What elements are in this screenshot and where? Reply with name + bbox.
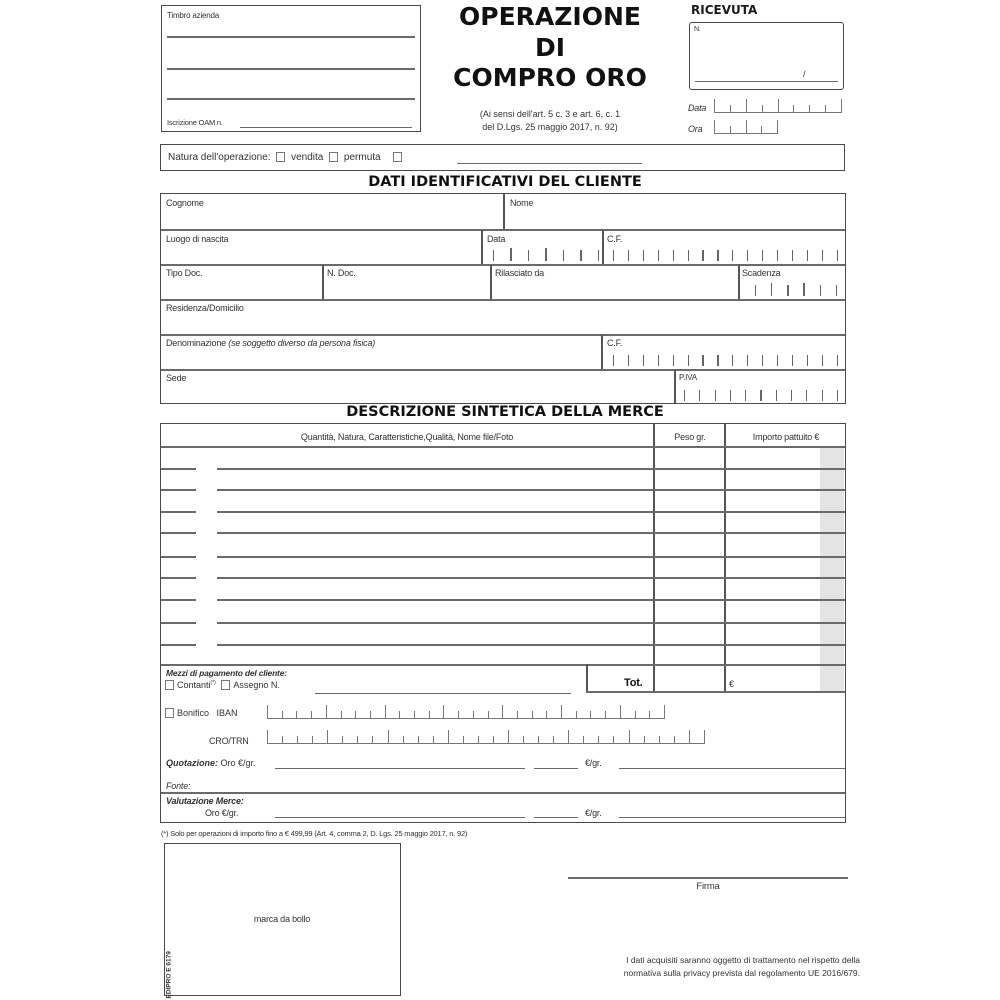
operation-nature-label: Natura dell'operazione: bbox=[168, 152, 271, 163]
tax-code-field[interactable] bbox=[613, 247, 838, 261]
vat-field[interactable] bbox=[684, 387, 838, 401]
goods-row-line[interactable] bbox=[217, 489, 845, 491]
total-label: Tot. bbox=[624, 677, 643, 689]
revenue-stamp-label: marca da bollo bbox=[253, 914, 311, 924]
legal-ref-line-1: (Ai sensi dell'art. 5 c. 3 e art. 6, c. 1 bbox=[479, 109, 621, 119]
quotation-unit: €/gr. bbox=[585, 758, 602, 768]
quotation-row bbox=[166, 758, 256, 768]
checkbox-permuta[interactable] bbox=[329, 152, 338, 162]
company-tax-code-field[interactable] bbox=[613, 352, 838, 366]
goods-row-line[interactable] bbox=[161, 511, 196, 513]
goods-col-amount: Importo pattuito € bbox=[752, 432, 820, 442]
goods-row-line[interactable] bbox=[161, 489, 196, 491]
iban-label: IBAN bbox=[216, 708, 238, 718]
total-currency: € bbox=[729, 679, 734, 689]
divider bbox=[738, 265, 740, 299]
operation-nature-row bbox=[160, 144, 845, 171]
valuation-mid-field[interactable] bbox=[534, 817, 578, 818]
client-section-title: DATI IDENTIFICATIVI DEL CLIENTE bbox=[368, 174, 642, 190]
checkbox-vendita[interactable] bbox=[276, 152, 285, 162]
doc-number-field[interactable] bbox=[324, 266, 490, 299]
goods-table bbox=[160, 423, 846, 823]
page-title-line-3: COMPRO ORO bbox=[453, 63, 647, 92]
birthplace-field[interactable] bbox=[161, 231, 481, 264]
cash-label: Contanti bbox=[177, 680, 211, 690]
birthplace-label: Luogo di nascita bbox=[166, 234, 229, 244]
quotation-mid-field[interactable] bbox=[534, 768, 578, 769]
signature-field[interactable] bbox=[568, 877, 848, 879]
stamp-label: Timbro azienda bbox=[167, 11, 220, 20]
publisher-mark: EDIPRO E 6179 bbox=[165, 951, 173, 999]
page-title-line-1: OPERAZIONE bbox=[459, 2, 641, 31]
expiry-field[interactable] bbox=[755, 282, 837, 296]
goods-row-line[interactable] bbox=[217, 468, 845, 470]
check-label: Assegno N. bbox=[233, 680, 280, 690]
company-name-field[interactable] bbox=[161, 336, 601, 369]
birthdate-field[interactable] bbox=[493, 247, 599, 261]
transfer-label: Bonifico bbox=[177, 708, 210, 718]
quotation-source-label: Fonte: bbox=[166, 781, 191, 791]
valuation-value-field[interactable] bbox=[619, 817, 845, 818]
quotation-gold-unit: Oro €/gr. bbox=[220, 758, 256, 768]
divider bbox=[601, 335, 603, 369]
expiry-label: Scadenza bbox=[742, 268, 781, 278]
operation-other-field[interactable] bbox=[457, 163, 642, 164]
checkbox-transfer[interactable] bbox=[165, 708, 174, 718]
valuation-gold-field[interactable] bbox=[275, 817, 525, 818]
iban-field[interactable] bbox=[267, 705, 665, 719]
receipt-date-field[interactable] bbox=[714, 99, 842, 113]
quotation-label: Quotazione: bbox=[166, 758, 218, 768]
checkbox-other[interactable] bbox=[393, 152, 402, 162]
divider bbox=[586, 691, 845, 693]
goods-section-title: DESCRIZIONE SINTETICA DELLA MERCE bbox=[346, 404, 664, 420]
privacy-notice-line-2: normativa sulla privacy prevista dal regolamento UE 2016/679. bbox=[623, 968, 860, 978]
registration-field[interactable] bbox=[240, 127, 412, 128]
client-data-table bbox=[160, 193, 846, 404]
residence-label: Residenza/Domicilio bbox=[166, 303, 244, 313]
cro-field[interactable] bbox=[267, 730, 705, 744]
goods-row-line[interactable] bbox=[217, 532, 845, 534]
valuation-unit: €/gr. bbox=[585, 808, 602, 818]
receipt-number-label: N. bbox=[694, 26, 701, 33]
doc-number-label: N. Doc. bbox=[327, 268, 356, 278]
option-permuta-label: permuta bbox=[343, 152, 381, 163]
valuation-gold-unit: Oro €/gr. bbox=[205, 808, 239, 818]
goods-row-line[interactable] bbox=[161, 644, 196, 646]
surname-field[interactable] bbox=[161, 194, 503, 229]
total-weight-field[interactable] bbox=[655, 666, 724, 691]
doc-type-label: Tipo Doc. bbox=[166, 268, 203, 278]
divider bbox=[161, 792, 845, 794]
goods-row-line[interactable] bbox=[161, 577, 196, 579]
goods-row-line[interactable] bbox=[217, 599, 845, 601]
cash-footnote-mark: (*) bbox=[210, 680, 216, 686]
goods-row-line[interactable] bbox=[217, 644, 845, 646]
office-field[interactable] bbox=[161, 371, 674, 403]
goods-col-weight: Peso gr. bbox=[674, 432, 706, 442]
goods-row-line[interactable] bbox=[161, 599, 196, 601]
receipt-number-box[interactable] bbox=[689, 22, 844, 90]
stamp-line-3[interactable] bbox=[167, 98, 415, 100]
goods-row-line[interactable] bbox=[217, 622, 845, 624]
payment-cash-check-row bbox=[165, 680, 280, 690]
name-label: Nome bbox=[510, 198, 534, 208]
legal-ref-line-2: del D.Lgs. 25 maggio 2017, n. 92) bbox=[482, 122, 618, 132]
tax-code-label: C.F. bbox=[607, 234, 623, 244]
stamp-line-2[interactable] bbox=[167, 68, 415, 70]
cro-label: CRO/TRN bbox=[209, 736, 249, 746]
payment-transfer-row bbox=[165, 708, 238, 718]
receipt-time-field[interactable] bbox=[714, 120, 778, 134]
total-amount-field[interactable] bbox=[726, 666, 820, 691]
receipt-time-label: Ora bbox=[688, 124, 703, 134]
goods-rows bbox=[161, 446, 845, 666]
cash-footnote: (*) Solo per operazioni di importo fino a € 499,99 (Art. 4, comma 2, D. Lgs. 25 maggio 2017, n. 92) bbox=[161, 829, 468, 838]
receipt-title: RICEVUTA bbox=[691, 3, 758, 17]
doc-type-field[interactable] bbox=[161, 266, 322, 299]
registration-label: Iscrizione OAM n. bbox=[167, 118, 223, 127]
issued-by-label: Rilasciato da bbox=[495, 268, 544, 278]
payment-title: Mezzi di pagamento del cliente: bbox=[166, 668, 287, 678]
company-name-note: (se soggetto diverso da persona fisica) bbox=[228, 338, 376, 348]
company-tax-code-label: C.F. bbox=[607, 338, 623, 348]
signature-label: Firma bbox=[696, 881, 720, 892]
goods-row-line[interactable] bbox=[161, 556, 196, 558]
issued-by-field[interactable] bbox=[492, 266, 738, 299]
privacy-notice-line-1: I dati acquisiti saranno oggetto di trattamento nel rispetto della bbox=[626, 955, 860, 965]
checkbox-check[interactable] bbox=[221, 680, 230, 690]
office-label: Sede bbox=[166, 373, 187, 383]
goods-row-line[interactable] bbox=[161, 622, 196, 624]
quotation-gold-field[interactable] bbox=[275, 768, 525, 769]
revenue-stamp-box[interactable] bbox=[164, 843, 401, 996]
page-title-line-2: DI bbox=[534, 33, 566, 62]
receipt-date-label: Data bbox=[688, 103, 707, 113]
check-number-field[interactable] bbox=[315, 693, 571, 694]
divider bbox=[602, 230, 604, 264]
divider bbox=[586, 664, 588, 691]
receipt-number-line[interactable] bbox=[695, 81, 838, 82]
divider bbox=[481, 230, 483, 264]
birthdate-label: Data bbox=[487, 234, 506, 244]
company-stamp-box bbox=[161, 5, 421, 132]
company-name-label-text: Denominazione bbox=[166, 338, 226, 348]
quotation-value-field[interactable] bbox=[619, 768, 845, 769]
goods-row-line[interactable] bbox=[217, 577, 845, 579]
option-vendita-label: vendita bbox=[291, 152, 324, 163]
vat-label: P.IVA bbox=[679, 373, 697, 382]
stamp-line-1[interactable] bbox=[167, 36, 415, 38]
divider bbox=[674, 370, 676, 403]
goods-row-line[interactable] bbox=[217, 511, 845, 513]
goods-row-line[interactable] bbox=[217, 556, 845, 558]
valuation-label: Valutazione Merce: bbox=[166, 796, 244, 806]
operation-nature-group bbox=[168, 152, 405, 163]
goods-row-line[interactable] bbox=[161, 532, 196, 534]
surname-label: Cognome bbox=[166, 198, 204, 208]
goods-col-description: Quantità, Natura, Caratteristiche,Qualità, Nome file/Foto bbox=[300, 432, 514, 442]
residence-field[interactable] bbox=[161, 301, 845, 334]
receipt-separator: / bbox=[803, 69, 806, 79]
goods-row-line[interactable] bbox=[161, 468, 196, 470]
name-field[interactable] bbox=[505, 194, 845, 229]
checkbox-cash[interactable] bbox=[165, 680, 174, 690]
